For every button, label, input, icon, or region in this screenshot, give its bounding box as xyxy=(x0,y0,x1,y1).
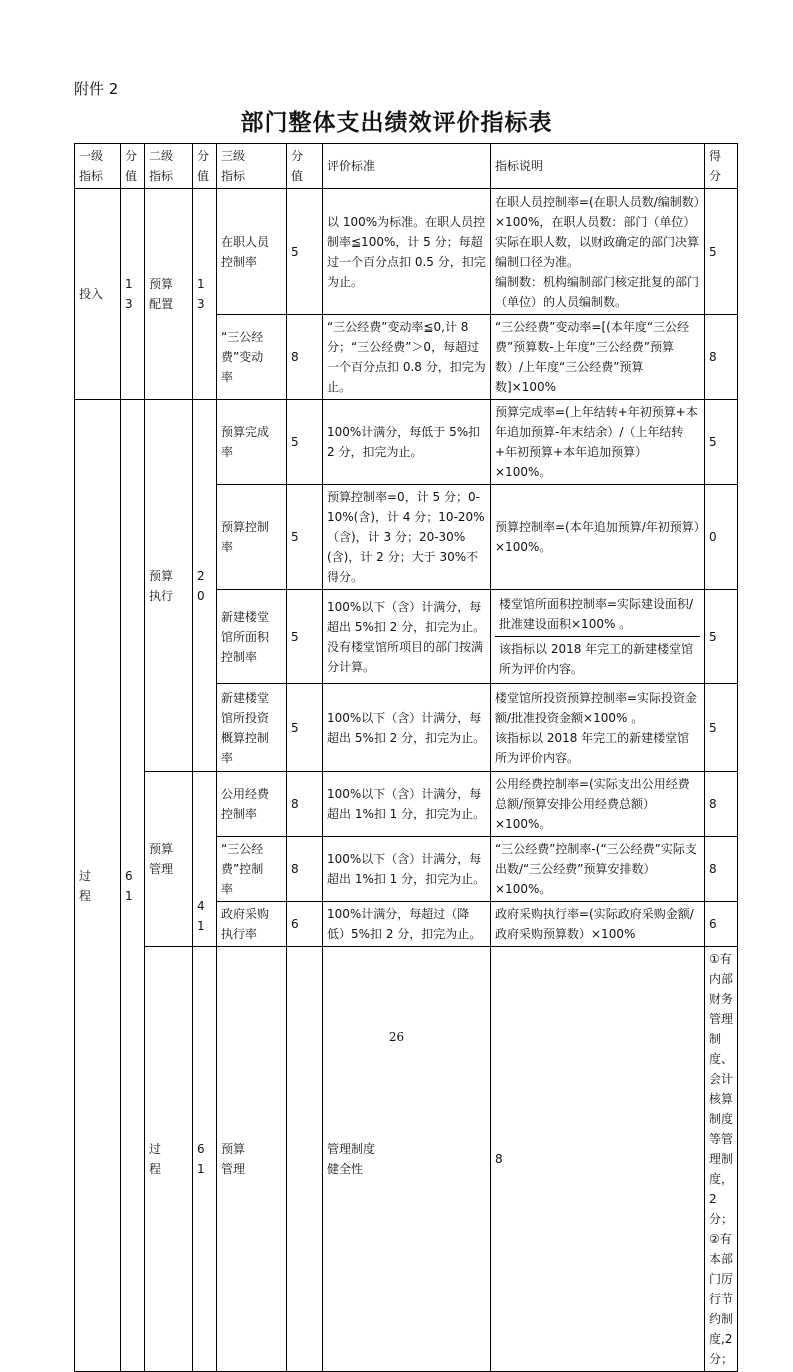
level3-weight: 8 xyxy=(287,315,323,400)
score-cell: 5 xyxy=(705,590,738,684)
level3-name: 公用经费 控制率 xyxy=(217,772,287,837)
level1-process-cont-score: 6 1 xyxy=(193,947,217,1372)
score-cell: 5 xyxy=(705,684,738,772)
table-row xyxy=(75,189,738,315)
level3-name: 新建楼堂 馆所面积 控制率 xyxy=(217,590,287,684)
header-criteria: 评价标准 xyxy=(323,144,491,189)
level3-weight: 5 xyxy=(287,485,323,590)
level3-weight: 6 xyxy=(287,902,323,947)
criteria-cell: 100%以下（含）计满分，每超出 5%扣 2 分，扣完为止。没有楼堂馆所项目的部门按满分计算。 xyxy=(323,590,491,684)
level3-weight: 8 xyxy=(287,837,323,902)
description-part: 楼堂馆所面积控制率=实际建设面积/批准建设面积×100% 。 xyxy=(495,592,700,637)
description-cell: “三公经费”控制率-(“三公经费”实际支出数/“三公经费”预算安排数）×100%。 xyxy=(491,837,705,902)
header-level3: 三级 指标 xyxy=(217,144,287,189)
criteria-cell: 100%以下（含）计满分，每超出 5%扣 2 分，扣完为止。 xyxy=(323,684,491,772)
document-title: 部门整体支出绩效评价指标表 xyxy=(240,110,553,136)
header-level1: 一级 指标 xyxy=(75,144,121,189)
header-description: 指标说明 xyxy=(491,144,705,189)
level3-name: 在职人员 控制率 xyxy=(217,189,287,315)
score-cell: 6 xyxy=(705,902,738,947)
level3-weight: 8 xyxy=(491,947,705,1372)
description-part: 该指标以 2018 年完工的新建楼堂馆所为评价内容。 xyxy=(499,642,694,676)
level3-weight: 8 xyxy=(287,772,323,837)
level3-name: 政府采购 执行率 xyxy=(217,902,287,947)
level2-budget-config: 预算 配置 xyxy=(145,189,193,400)
criteria-cell: 100%以下（含）计满分，每超出 1%扣 1 分，扣完为止。 xyxy=(323,837,491,902)
table-row xyxy=(75,400,738,485)
description-cell xyxy=(491,590,705,684)
level2-budget-management-score: 4 1 xyxy=(193,772,217,947)
level1-process: 过 程 xyxy=(75,400,121,1372)
level2-budget-management: 预算 管理 xyxy=(145,772,193,947)
criteria-cell: 100%计满分，每超过（降低）5%扣 2 分，扣完为止。 xyxy=(323,902,491,947)
score-cell: 0 xyxy=(705,485,738,590)
level3-weight: 5 xyxy=(287,189,323,315)
level2-budget-management-cont: 预算 管理 xyxy=(217,947,287,1372)
score-cell: 8 xyxy=(705,772,738,837)
level3-name: “三公经 费”变动 率 xyxy=(217,315,287,400)
level2-budget-execution-score: 2 0 xyxy=(193,400,217,772)
indicator-table xyxy=(74,143,738,1372)
page-number: 26 xyxy=(388,1030,405,1044)
level3-name: “三公经 费”控制 率 xyxy=(217,837,287,902)
description-cell: 政府采购执行率=(实际政府采购金额/政府采购预算数）×100% xyxy=(491,902,705,947)
criteria-cell: 以 100%为标准。在职人员控制率≦100%，计 5 分；每超过一个百分点扣 0.5 分，扣完为止。 xyxy=(323,189,491,315)
level3-weight: 5 xyxy=(287,684,323,772)
header-level2: 二级 指标 xyxy=(145,144,193,189)
description-cell: 预算控制率=(本年追加预算/年初预算）×100%。 xyxy=(491,485,705,590)
description-cell: 在职人员控制率=(在职人员数/编制数）×100%，在职人员数：部门（单位）实际在职人数，以财政确定的部门决算编制口径为准。 编制数：机构编制部门核定批复的部门（单位）的人员编制数。 xyxy=(491,189,705,315)
description-cell: 楼堂馆所投资预算控制率=实际投资金额/批准投资金额×100% 。 该指标以 2018 年完工的新建楼堂馆所为评价内容。 xyxy=(491,684,705,772)
level3-name: 预算控制 率 xyxy=(217,485,287,590)
level1-input-score: 1 3 xyxy=(121,189,145,400)
criteria-cell: 100%计满分，每低于 5%扣 2 分，扣完为止。 xyxy=(323,400,491,485)
level3-weight: 5 xyxy=(287,400,323,485)
attachment-label: 附件 2 xyxy=(74,80,119,98)
score-cell: 8 xyxy=(705,837,738,902)
level1-process-cont: 过 程 xyxy=(145,947,193,1372)
description-cell: 公用经费控制率=(实际支出公用经费总额/预算安排公用经费总额）×100%。 xyxy=(491,772,705,837)
level1-process-score: 6 1 xyxy=(121,400,145,1372)
description-cell: “三公经费”变动率=[(本年度“三公经费”预算数-上年度“三公经费”预算数）/上年度“三公经费”预算数]×100% xyxy=(491,315,705,400)
criteria-cell: ①有内部财务管理制度、会计核算制度等管理制度，2 分； ②有本部门厉行节约制度,2 分； xyxy=(705,947,738,1372)
level2-budget-execution: 预算 执行 xyxy=(145,400,193,772)
criteria-cell: 100%以下（含）计满分，每超出 1%扣 1 分，扣完为止。 xyxy=(323,772,491,837)
description-cell: 预算完成率=(上年结转+年初预算+本年追加预算-年末结余）/（上年结转+年初预算+本年追加预算）×100%。 xyxy=(491,400,705,485)
table-row xyxy=(75,772,738,837)
level2-budget-config-score: 1 3 xyxy=(193,189,217,400)
header-score3: 分 值 xyxy=(287,144,323,189)
score-cell: 5 xyxy=(705,400,738,485)
criteria-cell: 预算控制率=0，计 5 分；0-10%(含)，计 4 分；10-20%（含)，计 3 分；20-30%(含)，计 2 分；大于 30%不得分。 xyxy=(323,485,491,590)
criteria-cell: “三公经费”变动率≦0,计 8 分；“三公经费”＞0，每超过一个百分点扣 0.8 分，扣完为止。 xyxy=(323,315,491,400)
score-cell: 8 xyxy=(705,315,738,400)
header-score2: 分 值 xyxy=(193,144,217,189)
header-result: 得 分 xyxy=(705,144,738,189)
level3-weight: 5 xyxy=(287,590,323,684)
table-row xyxy=(75,947,738,1372)
level1-input: 投入 xyxy=(75,189,121,400)
score-cell: 5 xyxy=(705,189,738,315)
level3-name: 管理制度 健全性 xyxy=(323,947,491,1372)
level3-name: 新建楼堂 馆所投资 概算控制 率 xyxy=(217,684,287,772)
table-header-row xyxy=(75,144,738,189)
header-score1: 分 值 xyxy=(121,144,145,189)
level3-name: 预算完成 率 xyxy=(217,400,287,485)
level2-score-empty xyxy=(287,947,323,1372)
